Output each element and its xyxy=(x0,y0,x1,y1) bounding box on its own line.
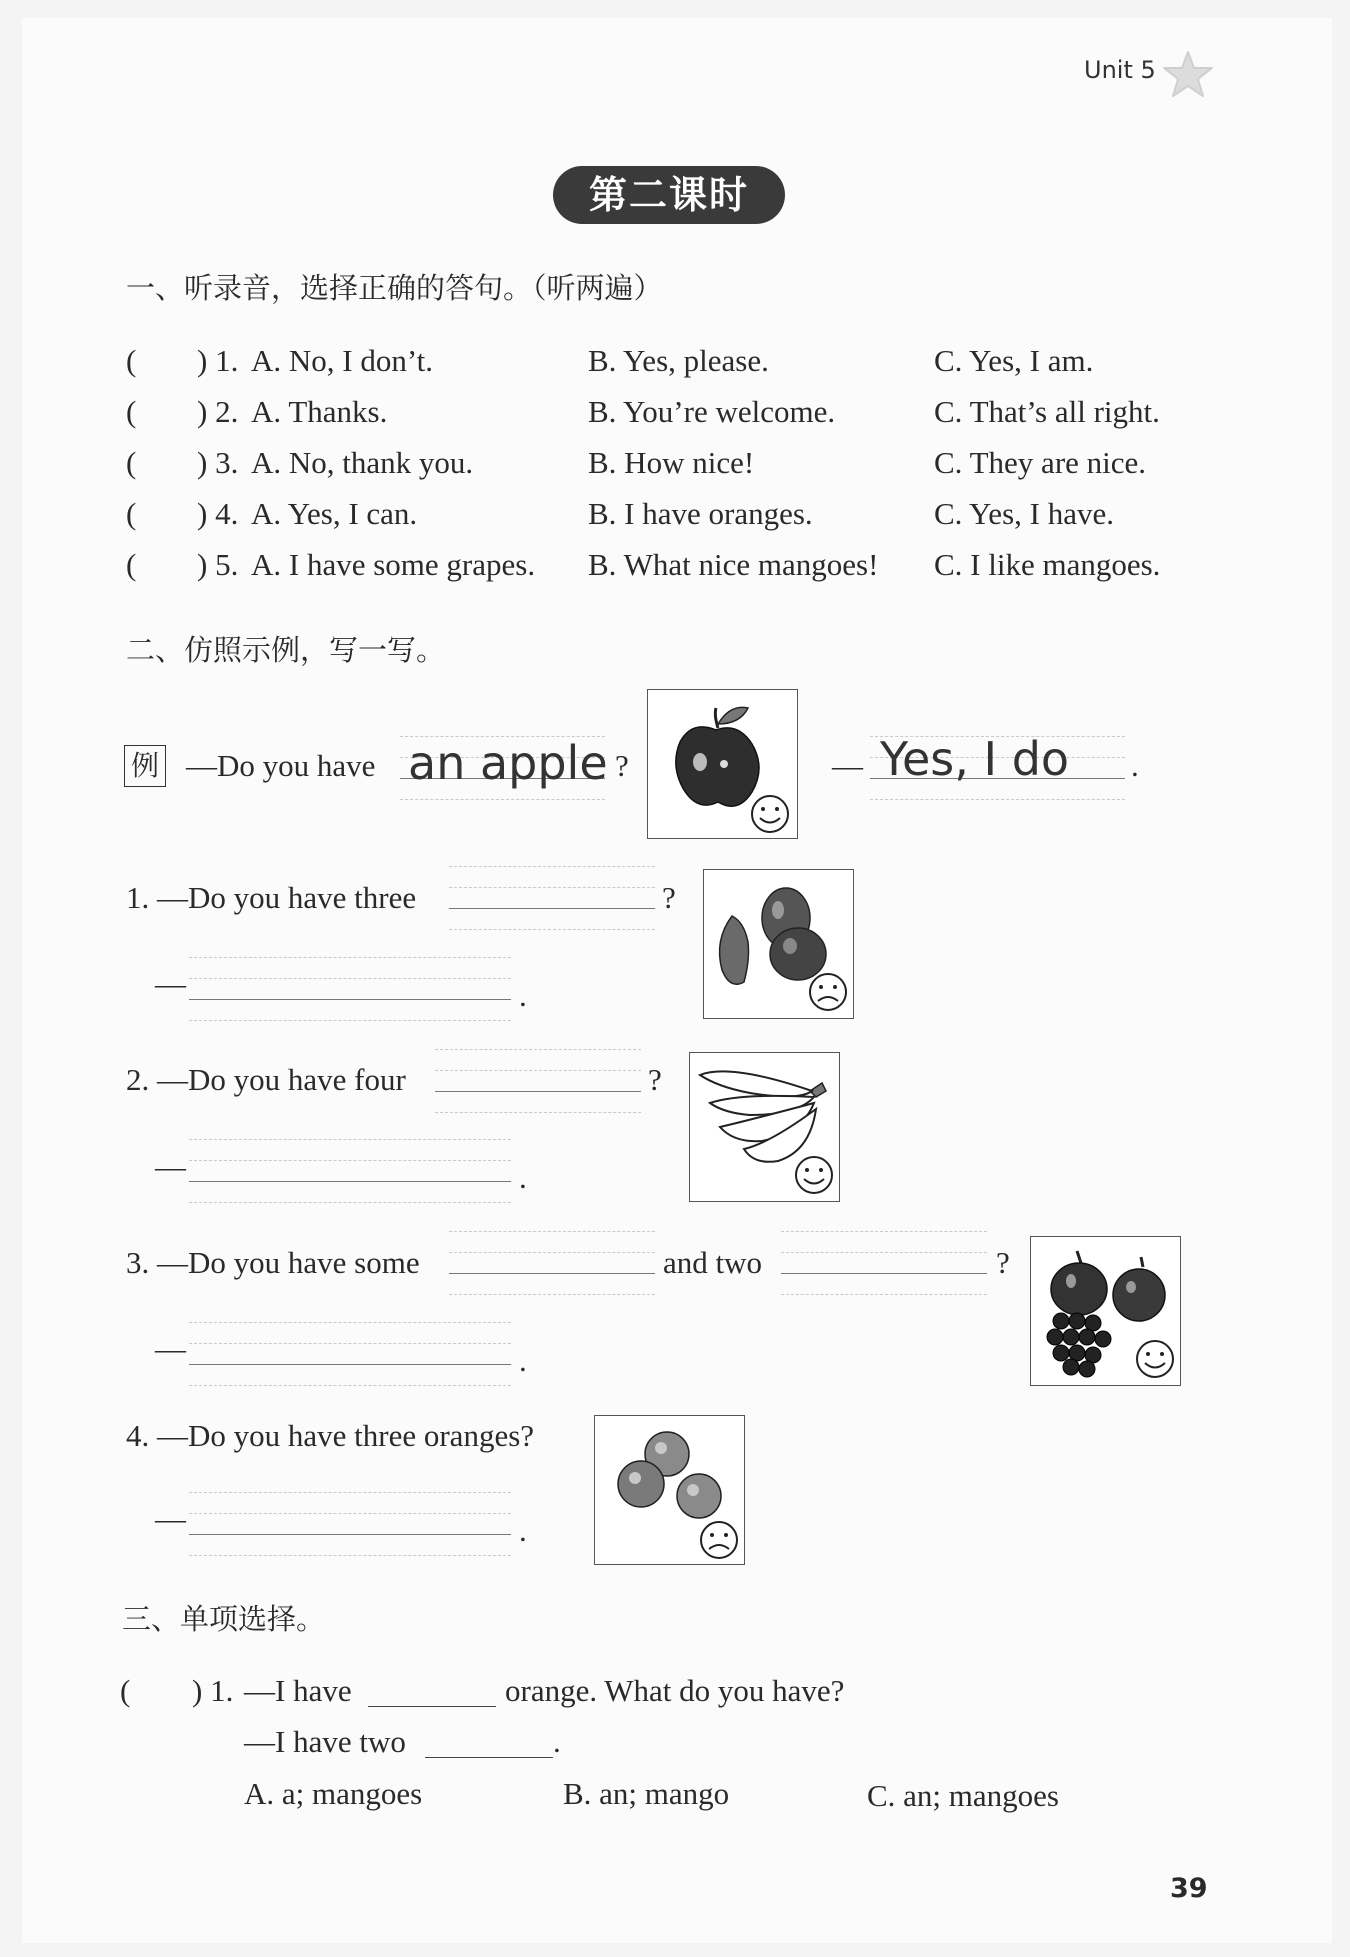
answer-blank[interactable] xyxy=(435,1049,641,1113)
mc-blank-2[interactable] xyxy=(425,1757,553,1758)
example-filled-response: Yes, I do xyxy=(880,732,1070,786)
question-3-mid: and two xyxy=(663,1245,763,1280)
response-blank[interactable] xyxy=(189,1139,511,1203)
answer-bracket[interactable]: ( xyxy=(126,496,137,531)
response-dash: — xyxy=(832,748,863,783)
response-dash: — xyxy=(155,1501,186,1536)
answer-blank[interactable] xyxy=(781,1231,987,1295)
response-blank[interactable] xyxy=(189,1322,511,1386)
section1-heading: 一、听录音，选择正确的答句。（听两遍） xyxy=(126,271,663,305)
option-b: B. What nice mangoes! xyxy=(588,547,879,582)
option-a: A. I have some grapes. xyxy=(251,547,536,582)
example-filled-answer: an apple xyxy=(408,736,608,790)
response-dash: — xyxy=(155,1149,186,1184)
mc-line1-end: orange. What do you have? xyxy=(505,1673,845,1708)
answer-bracket[interactable]: ( xyxy=(126,445,137,480)
period: . xyxy=(1131,748,1139,783)
question-mark: ? xyxy=(662,880,676,915)
response-blank[interactable] xyxy=(189,957,511,1021)
response-dash: — xyxy=(155,966,186,1001)
section3-heading: 三、单项选择。 xyxy=(122,1602,326,1636)
option-c: C. Yes, I have. xyxy=(934,496,1114,531)
bananas-smile-icon xyxy=(689,1052,840,1202)
example-question: —Do you have xyxy=(186,748,376,783)
question-mark: ? xyxy=(648,1062,662,1097)
item-number: ) 1. xyxy=(192,1673,234,1708)
oranges-frown-icon xyxy=(594,1415,745,1565)
option-b: B. Yes, please. xyxy=(588,343,769,378)
period: . xyxy=(519,1343,527,1378)
answer-bracket[interactable]: ( xyxy=(126,343,137,378)
question-mark: ? xyxy=(615,748,629,783)
mangoes-frown-icon xyxy=(703,869,854,1019)
option-a: A. No, I don’t. xyxy=(251,343,433,378)
option-a: A. No, thank you. xyxy=(251,445,474,480)
apple-smile-icon xyxy=(647,689,798,839)
question-4: 4. —Do you have three oranges? xyxy=(126,1418,535,1453)
page-number: 39 xyxy=(1170,1873,1208,1904)
option-b: B. I have oranges. xyxy=(588,496,813,531)
apples-grapes-smile-icon xyxy=(1030,1236,1181,1386)
question-3: 3. —Do you have some xyxy=(126,1245,420,1280)
mc-option-c: C. an; mangoes xyxy=(867,1778,1059,1813)
period: . xyxy=(519,978,527,1013)
item-number: ) 1. xyxy=(197,343,239,378)
answer-blank[interactable] xyxy=(449,1231,655,1295)
option-a: A. Yes, I can. xyxy=(251,496,418,531)
option-c: C. Yes, I am. xyxy=(934,343,1094,378)
question-1: 1. —Do you have three xyxy=(126,880,417,915)
answer-bracket[interactable]: ( xyxy=(126,547,137,582)
mc-line2: —I have two xyxy=(244,1724,406,1759)
mc-line1-start: —I have xyxy=(244,1673,352,1708)
unit-label: Unit 5 xyxy=(1084,56,1156,84)
period: . xyxy=(553,1724,561,1759)
response-blank[interactable] xyxy=(189,1492,511,1556)
item-number: ) 5. xyxy=(197,547,239,582)
period: . xyxy=(519,1513,527,1548)
option-b: B. You’re welcome. xyxy=(588,394,836,429)
option-a: A. Thanks. xyxy=(251,394,388,429)
item-number: ) 4. xyxy=(197,496,239,531)
example-tag: 例 xyxy=(124,745,166,787)
question-mark: ? xyxy=(996,1245,1010,1280)
answer-bracket[interactable]: ( xyxy=(126,394,137,429)
option-c: C. That’s all right. xyxy=(934,394,1160,429)
period: . xyxy=(519,1160,527,1195)
section2-heading: 二、仿照示例，写一写。 xyxy=(126,633,446,667)
lesson-title: 第二课时 xyxy=(553,166,785,224)
option-c: C. I like mangoes. xyxy=(934,547,1161,582)
item-number: ) 2. xyxy=(197,394,239,429)
item-number: ) 3. xyxy=(197,445,239,480)
star-icon xyxy=(1162,50,1214,98)
option-b: B. How nice! xyxy=(588,445,755,480)
mc-option-b: B. an; mango xyxy=(563,1776,730,1811)
mc-option-a: A. a; mangoes xyxy=(244,1776,423,1811)
answer-blank[interactable] xyxy=(449,866,655,930)
answer-bracket[interactable]: ( xyxy=(120,1673,131,1708)
response-dash: — xyxy=(155,1331,186,1366)
question-2: 2. —Do you have four xyxy=(126,1062,406,1097)
mc-blank-1[interactable] xyxy=(368,1706,496,1707)
option-c: C. They are nice. xyxy=(934,445,1147,480)
